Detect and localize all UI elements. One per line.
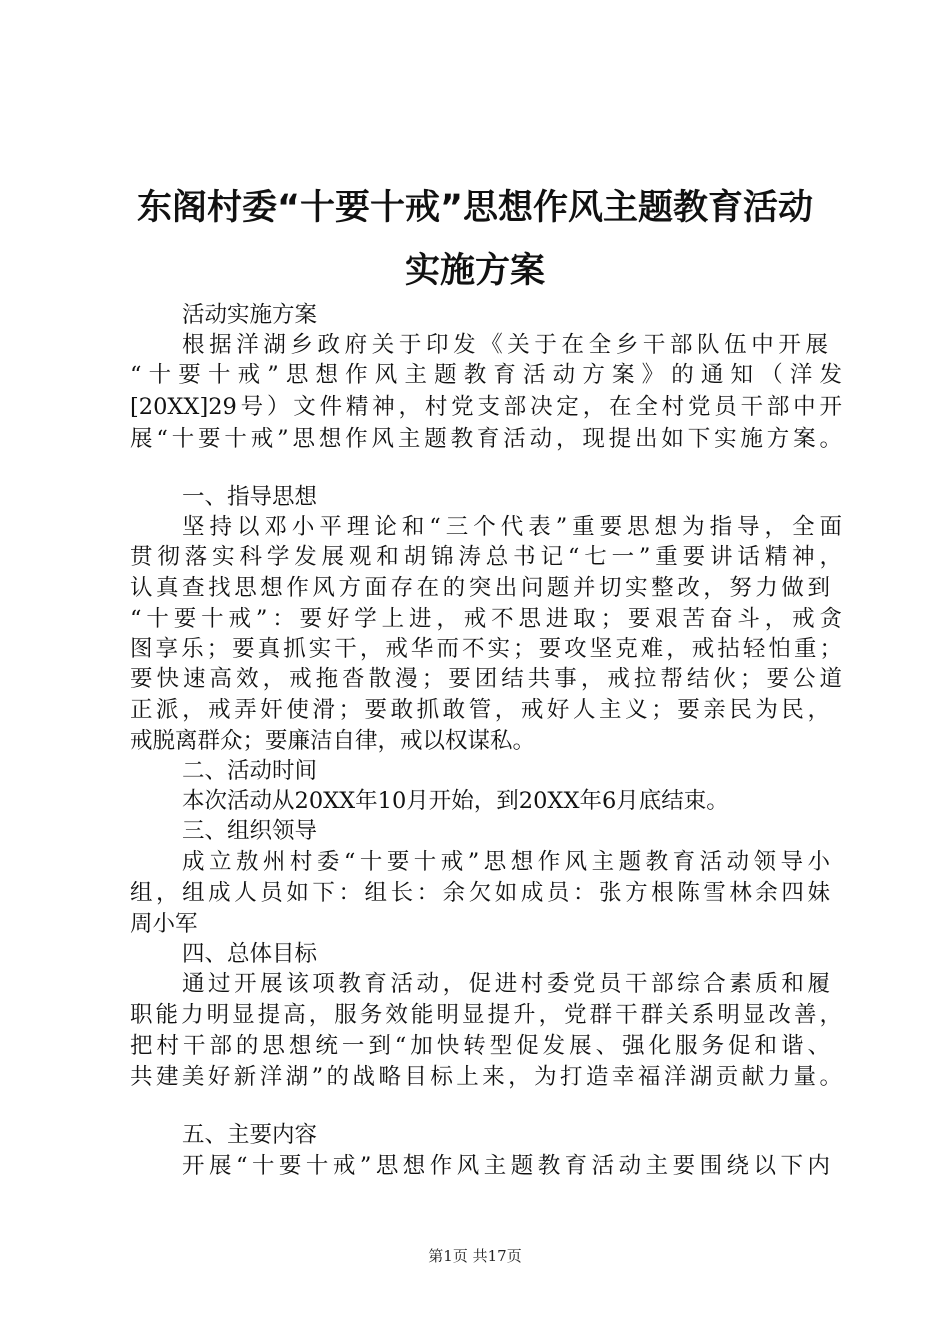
paragraph-line: 图享乐；要真抓实干，戒华而不实；要攻坚克难，戒拈轻怕重； — [130, 636, 842, 662]
paragraph-line: 贯彻落实科学发展观和胡锦涛总书记“七一”重要讲话精神， — [130, 544, 842, 570]
document-title-line-2: 实施方案 — [404, 251, 545, 291]
page-number-footer: 第1页 共17页 — [428, 1247, 522, 1265]
paragraph-line: 成立敖州村委“十要十戒”思想作风主题教育活动领导小 — [182, 849, 830, 875]
paragraph-line: “十要十戒”：要好学上进，戒不思进取；要艰苦奋斗，戒贪 — [130, 606, 842, 632]
paragraph-line: 通过开展该项教育活动，促进村委党员干部综合素质和履 — [182, 971, 830, 997]
document-title-line-1: 东阁村委“十要十戒”思想作风主题教育活动 — [136, 188, 813, 228]
section-heading: 五、主要内容 — [182, 1122, 318, 1148]
paragraph-line: 把村干部的思想统一到“加快转型促发展、强化服务促和谐、 — [130, 1033, 830, 1059]
paragraph-line: 职能力明显提高，服务效能明显提升，党群干群关系明显改善， — [130, 1002, 842, 1028]
paragraph-line: 正派，戒弄奸使滑；要敢抓敢管，戒好人主义；要亲民为民， — [130, 697, 830, 723]
section-heading: 四、总体目标 — [182, 941, 318, 967]
paragraph-line: 根据洋湖乡政府关于印发《关于在全乡干部队伍中开展 — [182, 332, 828, 358]
paragraph-line: 认真查找思想作风方面存在的突出问题并切实整改，努力做到 — [130, 575, 830, 601]
section-heading: 一、指导思想 — [182, 484, 318, 510]
paragraph-line: 组，组成人员如下：组长：余欠如成员：张方根陈雪林余四妹 — [130, 880, 830, 906]
paragraph-line: 共建美好新洋湖”的战略目标上来，为打造幸福洋湖贡献力量。 — [130, 1064, 842, 1090]
paragraph-line: 戒脱离群众；要廉洁自律，戒以权谋私。 — [130, 728, 536, 754]
section-heading: 三、组织领导 — [182, 818, 318, 844]
paragraph-line: 展“十要十戒”思想作风主题教育活动，现提出如下实施方案。 — [130, 426, 842, 452]
section-heading: 二、活动时间 — [182, 758, 318, 784]
paragraph-line: 要快速高效，戒拖沓散漫；要团结共事，戒拉帮结伙；要公道 — [130, 666, 842, 692]
paragraph-line: “十要十戒”思想作风主题教育活动方案》的通知（洋发 — [130, 362, 842, 388]
paragraph-line: 周小军 — [130, 911, 198, 937]
paragraph-line: 坚持以邓小平理论和“三个代表”重要思想为指导，全面 — [182, 514, 842, 540]
paragraph-line: 本次活动从20XX年10月开始，到20XX年6月底结束。 — [182, 788, 729, 814]
paragraph-line: [20XX]29号）文件精神，村党支部决定，在全村党员干部中开 — [130, 394, 842, 420]
subtitle-text: 活动实施方案 — [182, 302, 318, 328]
paragraph-line: 开展“十要十戒”思想作风主题教育活动主要围绕以下内 — [182, 1153, 830, 1179]
